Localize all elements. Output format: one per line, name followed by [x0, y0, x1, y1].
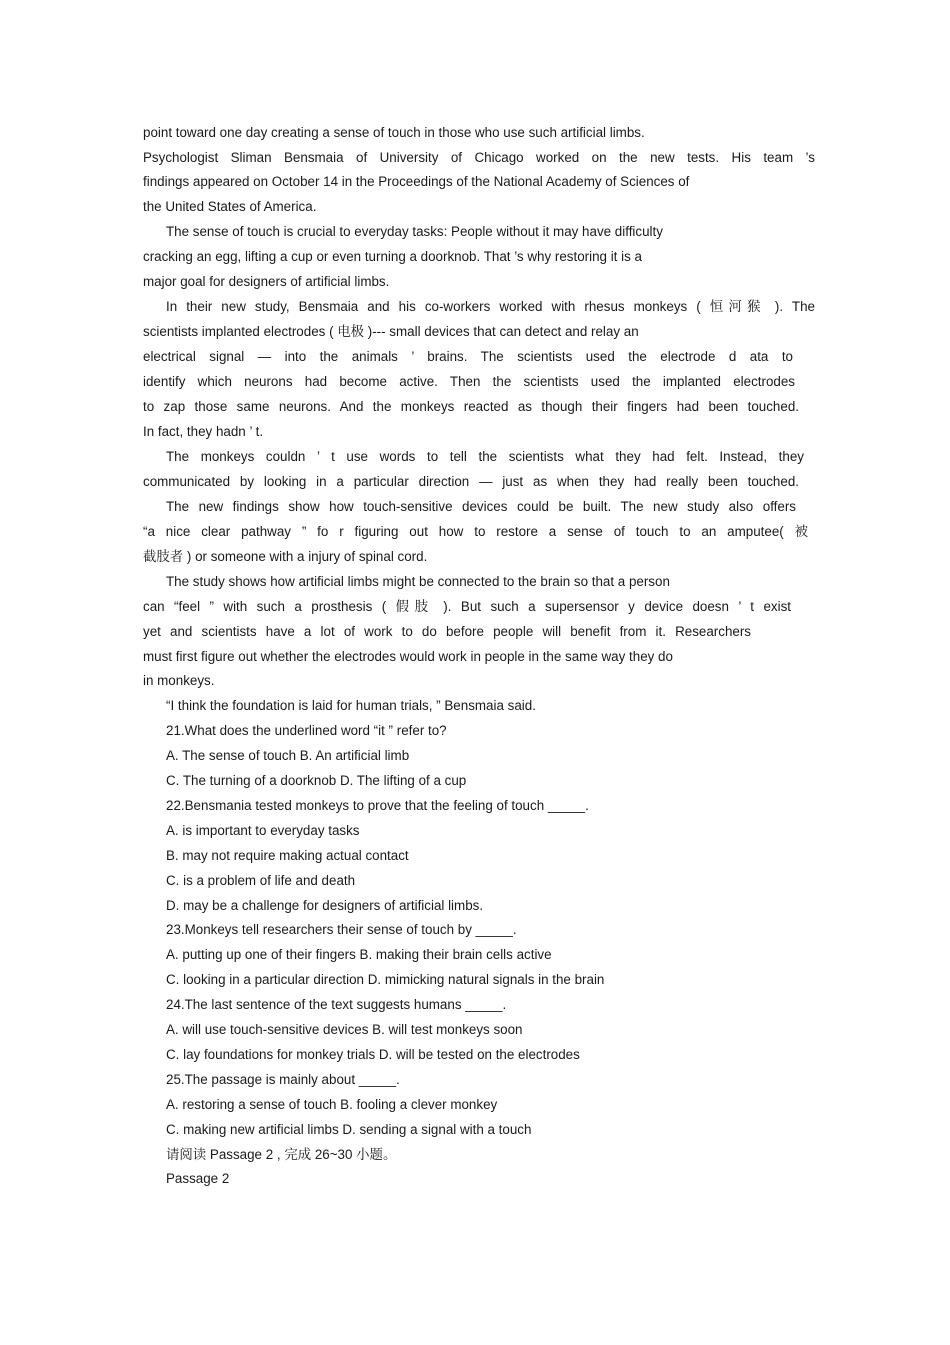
- question-option: C. making new artificial limbs D. sending a signal with a touch: [166, 1122, 532, 1137]
- question-23: 23.Monkeys tell researchers their sense of touch by _____.: [166, 922, 517, 937]
- passage-line: to zap those same neurons. And the monkeys reacted as though their fingers had been touched.: [143, 399, 799, 414]
- question-option: A. putting up one of their fingers B. making their brain cells active: [166, 947, 552, 962]
- passage-line: must first figure out whether the electrodes would work in people in the same way they do: [143, 649, 673, 664]
- passage-line: major goal for designers of artificial limbs.: [143, 274, 390, 289]
- passage-line: 截肢者 ) or someone with a injury of spinal cord.: [143, 549, 428, 564]
- question-24: 24.The last sentence of the text suggests humans _____.: [166, 997, 507, 1012]
- passage-line: point toward one day creating a sense of touch in those who use such artificial limbs.: [143, 125, 645, 140]
- passage-line: in monkeys.: [143, 673, 215, 688]
- passage-line: can “feel ” with such a prosthesis ( 假肢 ). But such a supersensor y device doesn ’ t exist: [143, 599, 791, 614]
- question-option: B. may not require making actual contact: [166, 848, 409, 863]
- passage-line: identify which neurons had become active. Then the scientists used the implanted electrodes: [143, 374, 795, 389]
- question-option: C. lay foundations for monkey trials D. will be tested on the electrodes: [166, 1047, 580, 1062]
- passage-line: “a nice clear pathway ” fo r figuring out how to restore a sense of touch to an amputee( 被: [143, 524, 808, 539]
- passage-line: yet and scientists have a lot of work to do before people will benefit from it. Researchers: [143, 624, 751, 639]
- question-option: C. The turning of a doorknob D. The lifting of a cup: [166, 773, 467, 788]
- passage-line: scientists implanted electrodes ( 电极 )--- small devices that can detect and relay an: [143, 324, 639, 339]
- question-option: A. The sense of touch B. An artificial limb: [166, 748, 410, 763]
- passage-line: In their new study, Bensmaia and his co-workers worked with rhesus monkeys ( 恒河猴 ). The: [166, 299, 815, 314]
- question-25: 25.The passage is mainly about _____.: [166, 1072, 400, 1087]
- passage-line: Psychologist Sliman Bensmaia of University of Chicago worked on the new tests. His team ’s: [143, 150, 815, 165]
- passage-line: findings appeared on October 14 in the Proceedings of the National Academy of Sciences of: [143, 174, 690, 189]
- passage-line: The monkeys couldn ’ t use words to tell the scientists what they had felt. Instead, they: [166, 449, 804, 464]
- question-22: 22.Bensmania tested monkeys to prove that the feeling of touch _____.: [166, 798, 589, 813]
- passage-line: The study shows how artificial limbs might be connected to the brain so that a person: [166, 574, 670, 589]
- passage-line: The sense of touch is crucial to everyday tasks: People without it may have difficulty: [166, 224, 663, 239]
- passage-line: In fact, they hadn ’ t.: [143, 424, 264, 439]
- question-option: D. may be a challenge for designers of artificial limbs.: [166, 898, 484, 913]
- question-option: C. looking in a particular direction D. mimicking natural signals in the brain: [166, 972, 605, 987]
- question-option: A. will use touch-sensitive devices B. will test monkeys soon: [166, 1022, 523, 1037]
- passage-line: cracking an egg, lifting a cup or even turning a doorknob. That ’s why restoring it is a: [143, 249, 642, 264]
- passage-2-heading: Passage 2: [166, 1171, 230, 1186]
- question-option: A. is important to everyday tasks: [166, 823, 360, 838]
- question-option: C. is a problem of life and death: [166, 873, 356, 888]
- passage-line: The new findings show how touch-sensitive devices could be built. The new study also offers: [166, 499, 796, 514]
- question-option: A. restoring a sense of touch B. fooling a clever monkey: [166, 1097, 498, 1112]
- passage-line: the United States of America.: [143, 199, 317, 214]
- reading-instruction: 请阅读 Passage 2 , 完成 26~30 小题。: [166, 1147, 397, 1162]
- passage-line: “I think the foundation is laid for human trials, ” Bensmaia said.: [166, 698, 536, 713]
- passage-line: electrical signal — into the animals ’ brains. The scientists used the electrode d ata to: [143, 349, 793, 364]
- question-21: 21.What does the underlined word “it ” refer to?: [166, 723, 447, 738]
- passage-line: communicated by looking in a particular direction — just as when they had really been touched.: [143, 474, 799, 489]
